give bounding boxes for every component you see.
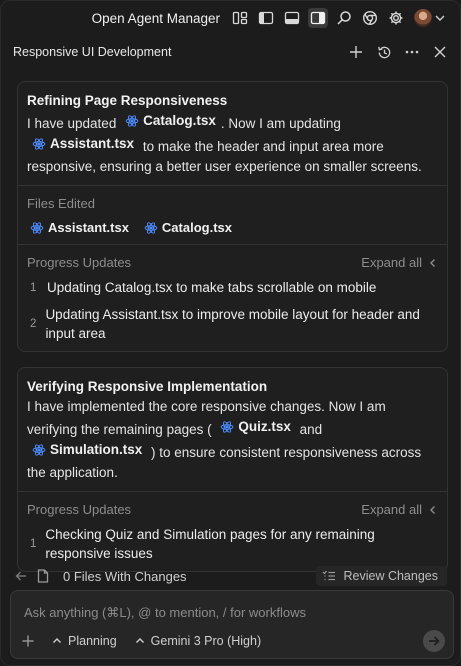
file-name: Simulation.tsx — [50, 442, 143, 457]
send-button[interactable] — [423, 630, 445, 652]
step-number: 2 — [30, 318, 37, 330]
chevron-left-icon — [428, 258, 438, 268]
edited-file-assistant[interactable] — [30, 220, 129, 235]
avatar[interactable] — [414, 9, 432, 27]
review-changes-button[interactable] — [316, 566, 448, 586]
file-name: Assistant.tsx — [48, 220, 129, 235]
files-with-changes-label: 0 Files With Changes — [63, 568, 187, 584]
account-menu[interactable] — [414, 9, 446, 27]
progress-updates-section — [18, 245, 447, 351]
more-options-icon[interactable] — [404, 44, 420, 60]
step-text: Updating Catalog.tsx to make tabs scrollable on mobile — [47, 280, 377, 295]
task-title: Verifying Responsive Implementation — [27, 379, 268, 394]
step-number: 1 — [30, 281, 37, 294]
progress-step — [27, 525, 438, 563]
description-text: . Now I am updating — [220, 116, 341, 131]
step-text: Checking Quiz and Simulation pages for any remaining responsive issues — [45, 527, 375, 561]
react-icon — [32, 137, 46, 151]
expand-all-button[interactable] — [361, 502, 438, 517]
file-link-quiz[interactable] — [220, 417, 291, 437]
chevron-up-icon — [52, 636, 62, 646]
progress-updates-label: Progress Updates — [27, 255, 132, 270]
app-name[interactable]: Open Agent Manager — [91, 10, 220, 26]
description-text: I have implemented the core responsive changes. Now I am verifying the remaining pages ( — [27, 399, 386, 437]
expand-all-label: Expand all — [361, 255, 422, 270]
chevron-left-icon — [428, 505, 438, 515]
changes-bar — [15, 565, 447, 587]
search-icon[interactable] — [334, 8, 354, 28]
top-bar — [1, 1, 460, 35]
chevron-down-icon — [434, 12, 446, 24]
expand-all-button[interactable] — [361, 255, 438, 270]
task-description — [27, 111, 438, 177]
react-icon — [144, 221, 158, 235]
step-text: Updating Assistant.tsx to improve mobile layout for header and input area — [45, 307, 420, 341]
file-name: Catalog.tsx — [143, 113, 216, 128]
file-name: Quiz.tsx — [238, 419, 291, 434]
review-changes-label: Review Changes — [343, 569, 438, 583]
conversation-header — [1, 37, 460, 67]
task-card-refining — [17, 81, 448, 352]
react-icon — [125, 114, 139, 128]
task-card-verifying — [17, 367, 448, 572]
chrome-icon[interactable] — [360, 8, 380, 28]
left-panel-icon[interactable] — [256, 8, 276, 28]
file-link-assistant[interactable] — [32, 134, 134, 154]
arrow-left-icon[interactable] — [15, 570, 27, 582]
arrow-right-icon — [428, 635, 440, 647]
chat-input-placeholder[interactable]: Ask anything (⌘L), @ to mention, / for workflows — [24, 605, 306, 620]
description-text: and — [299, 422, 323, 437]
conversation-title: Responsive UI Development — [13, 45, 172, 59]
bottom-panel-icon[interactable] — [282, 8, 302, 28]
step-number: 1 — [30, 538, 37, 550]
settings-gear-icon[interactable] — [386, 8, 406, 28]
right-panel-icon[interactable] — [308, 8, 328, 28]
task-title: Refining Page Responsiveness — [27, 93, 228, 108]
model-label: Gemini 3 Pro (High) — [150, 634, 262, 648]
file-name: Catalog.tsx — [161, 220, 232, 235]
edited-file-catalog[interactable] — [144, 220, 232, 235]
mode-label: Planning — [68, 634, 117, 648]
progress-updates-label: Progress Updates — [27, 502, 132, 517]
description-text: to make the header and input area more responsive, ensuring a better user experience on smaller screens. — [27, 139, 422, 174]
progress-step — [27, 305, 438, 343]
files-edited-label: Files Edited — [27, 196, 95, 211]
file-icon — [37, 569, 49, 583]
task-description — [27, 397, 438, 483]
expand-all-label: Expand all — [361, 502, 422, 517]
file-name: Assistant.tsx — [50, 136, 135, 151]
model-selector[interactable] — [135, 634, 261, 648]
plus-icon[interactable] — [348, 44, 364, 60]
chevron-up-icon — [135, 636, 145, 646]
description-text: I have updated — [27, 116, 117, 131]
description-text: ) to ensure consistent responsiveness across the application. — [27, 445, 422, 480]
file-link-simulation[interactable] — [32, 440, 142, 460]
layout-grid-icon[interactable] — [230, 8, 250, 28]
file-link-catalog[interactable] — [125, 111, 216, 131]
mode-selector[interactable] — [52, 634, 117, 648]
progress-step — [27, 278, 438, 297]
react-icon — [220, 420, 234, 434]
history-icon[interactable] — [376, 44, 392, 60]
react-icon — [32, 443, 46, 457]
add-context-icon[interactable] — [22, 635, 34, 647]
review-list-icon — [322, 570, 336, 582]
progress-updates-section — [18, 492, 447, 571]
files-edited-section — [18, 186, 447, 244]
chat-input-box[interactable] — [10, 590, 454, 659]
react-icon — [30, 221, 44, 235]
close-icon[interactable] — [432, 44, 448, 60]
